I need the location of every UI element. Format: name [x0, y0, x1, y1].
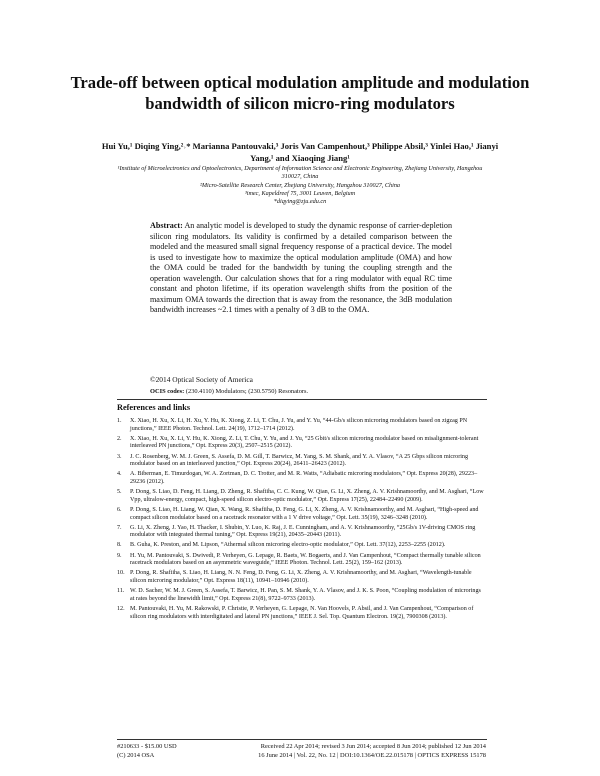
- paper-title: Trade-off between optical modulation amplitude and modulation bandwidth of silicon micro-ring modulators: [70, 73, 530, 113]
- reference-text: P. Dong, S. Liao, H. Liang, W. Qian, X. Wang, R. Shafiiha, D. Feng, G. Li, X. Zheng, A. V. Krishnamoorthy, and M. Asghari, “High-speed and compact silicon modulator based on a racetrack resonator with a 1 V drive voltage,” Opt. Lett. 35(19), 3246–3248 (2010).: [130, 506, 479, 521]
- reference-number: 4.: [117, 471, 122, 478]
- reference-number: 3.: [117, 453, 122, 460]
- copyright-notice: ©2014 Optical Society of America: [150, 375, 253, 384]
- reference-item: [117, 542, 485, 550]
- reference-text: B. Guha, K. Preston, and M. Lipson, “Athermal silicon microring electro-optic modulator,” Opt. Lett. 37(12), 2253–2255 (2012).: [130, 542, 446, 549]
- corresponding-email[interactable]: *diqying@zju.edu.cn: [273, 198, 327, 206]
- reference-number: 2.: [117, 435, 122, 442]
- reference-number: 10.: [117, 570, 125, 577]
- references-heading: References and links: [117, 403, 191, 412]
- reference-number: 7.: [117, 524, 122, 531]
- reference-item: [117, 436, 485, 451]
- affiliation-2: ²Micro-Satellite Research Center, Zhejiang University, Hangzhou 310027, China: [199, 181, 401, 189]
- reference-text: M. Pantouvaki, H. Yu, M. Rakowski, P. Christie, P. Verheyen, G. Lepage, N. Van Hoovels, P. Absil, and J. Van Campenhout, “Comparison of silicon ring modulators with interdigitated and lateral PN junctions,” IEEE J. Sel. Top. Quantum Electron. 19(2), 7900308 (2013).: [130, 606, 474, 620]
- abstract-text: An analytic model is developed to study the dynamic response of carrier-depletion silicon ring modulators. Its validity is confirmed by a detailed comparison between the modeled and the measured small signal frequency response of a practical device. The model is used to investigate how to maximize the optical modulation amplitude (OMA) and how the OMA could be traded for the bandwidth by tuning the coupling strength and the operation wavelength. Our calculation shows that for a ring modulator with equal RC time constant and photon lifetime, if its operation wavelength shifts from the position of the maximum OMA towards the direction that is away from the resonance, the 3dB modulation bandwidth increases ~2.1 times with a penalty of 3 dB to the OMA.: [150, 221, 452, 314]
- reference-text: P. Dong, S. Liao, D. Feng, H. Liang, D. Zheng, R. Shafiiha, C. C. Kung, W. Qian, G. Li, X. Zheng, A. V. Krishnamoorthy, and M. Asghari, “Low Vpp, ultralow-energy, compact, high-speed silicon electro-optic modulator,” Opt. Express 17(25), 22484–22490 (2009).: [130, 489, 484, 503]
- reference-item: [117, 471, 485, 486]
- reference-item: [117, 418, 485, 433]
- reference-text: W. D. Sacher, W. M. J. Green, S. Assefa, T. Barwicz, H. Pan, S. M. Shank, Y. A. Vlasov, and J. K. S. Poon, “Coupling modulation of microrings at rates beyond the linewidth limit,” Opt. Express 21(8), 9722–9733 (2013).: [130, 588, 481, 602]
- reference-item: [117, 489, 485, 504]
- affiliation-1: ¹Institute of Microelectronics and Optoelectronics, Department of Information Science and Electronic Engineering, Zhejiang University, Hangzhou 310027, China: [117, 165, 483, 181]
- reference-number: 8.: [117, 542, 122, 549]
- ocis-text: (230.4110) Modulators; (230.5750) Resonators.: [185, 388, 309, 395]
- reference-text: X. Xiao, H. Xu, X. Li, H. Xu, Y. Hu, K. Xiong, Z. Li, T. Chu, J. Yu, and Y. Yu, “44-Gb/s silicon microring modulators based on zigzag PN junctions,” IEEE Photon. Technol. Lett. 24(19), 1712–1714 (2012).: [130, 418, 468, 432]
- author-list: Hui Yu,¹ Diqing Ying,²˒* Marianna Pantouvaki,³ Joris Van Campenhout,³ Philippe Absil,³ Yinlei Hao,¹ Jianyi Yang,¹ and Xiaoqing Jiang¹: [101, 141, 499, 163]
- reference-number: 11.: [117, 588, 125, 595]
- ocis-label: OCIS codes:: [150, 388, 185, 395]
- reference-number: 6.: [117, 506, 122, 513]
- reference-text: J. C. Rosenberg, W. M. J. Green, S. Assefa, D. M. Gill, T. Barwicz, M. Yang, S. M. Shank, and Y. A. Vlasov, “A 25 Gbps silicon microring modulator based on an interleaved junction,” Opt. Express 20(24), 26411–26423 (2012).: [130, 453, 469, 468]
- reference-text: G. Li, X. Zheng, J. Yao, H. Thacker, I. Shubin, Y. Luo, K. Raj, J. E. Cunningham, and A. V. Krishnamoorthy, “25Gb/s 1V-driving CMOS ring modulator with integrated thermal tuning,” Opt. Express 19(21), 20435–20443 (2011).: [130, 524, 476, 539]
- reference-number: 1.: [117, 418, 122, 424]
- reference-item: [117, 553, 485, 568]
- reference-number: 5.: [117, 489, 122, 496]
- reference-item: [117, 606, 485, 621]
- reference-number: 9.: [117, 552, 122, 559]
- affiliation-3: ³imec, Kapeldreef 75, 3001 Leuven, Belgium: [244, 189, 356, 197]
- article-price: #210633 - $15.00 USD: [117, 743, 177, 750]
- reference-text: H. Yu, M. Pantouvaki, S. Dwivedi, P. Verheyen, G. Lepage, R. Baets, W. Bogaerts, and J. Van Campenhout, “Compact thermally tunable silicon racetrack modulators based on an asymmetric waveguide,” IEEE Photon. Technol. Lett. 25(2), 159–162 (2013).: [130, 552, 481, 567]
- abstract-label: Abstract:: [150, 221, 183, 230]
- reference-item: [117, 507, 485, 522]
- reference-list: [117, 418, 485, 624]
- footer-left: [117, 742, 177, 760]
- reference-item: [117, 588, 485, 603]
- reference-item: [117, 570, 485, 585]
- section-divider: [117, 399, 487, 400]
- footer-right: [208, 742, 486, 760]
- abstract: [150, 221, 452, 316]
- reference-item: [117, 454, 485, 469]
- reference-text: X. Xiao, H. Xu, X. Li, Y. Hu, K. Xiong, Z. Li, T. Chu, Y. Yu, and J. Yu, “25 Gbit/s silicon microring modulator based on misalignment-tolerant interleaved PN junctions,” Opt. Express 20(3), 2507–2515 (2012).: [130, 435, 479, 450]
- reference-number: 12.: [117, 606, 125, 612]
- affiliations: [110, 165, 490, 206]
- copyright-owner: (C) 2014 OSA: [117, 752, 155, 759]
- reference-text: A. Biberman, E. Timurdogan, W. A. Zortman, D. C. Trotter, and M. R. Watts, “Adiabatic microring modulators,” Opt. Express 20(28), 29223–29236 (2012).: [130, 471, 478, 485]
- journal-citation: 16 June 2014 | Vol. 22, No. 12 | DOI:10.1364/OE.22.015178 | OPTICS EXPRESS 15178: [258, 752, 486, 759]
- ocis-codes: [150, 387, 470, 396]
- reference-text: P. Dong, R. Shafiiha, S. Liao, H. Liang, N. N. Feng, D. Feng, G. Li, X. Zheng, A. V. Krishnamoorthy, and M. Asghari, “Wavelength-tunable silicon microring modulator,” Opt. Express 18(11), 10941–10946 (2010).: [130, 570, 472, 585]
- footer-divider: [117, 739, 487, 740]
- publication-history: Received 22 Apr 2014; revised 3 Jun 2014; accepted 8 Jun 2014; published 12 Jun 2014: [260, 743, 486, 750]
- reference-item: [117, 525, 485, 540]
